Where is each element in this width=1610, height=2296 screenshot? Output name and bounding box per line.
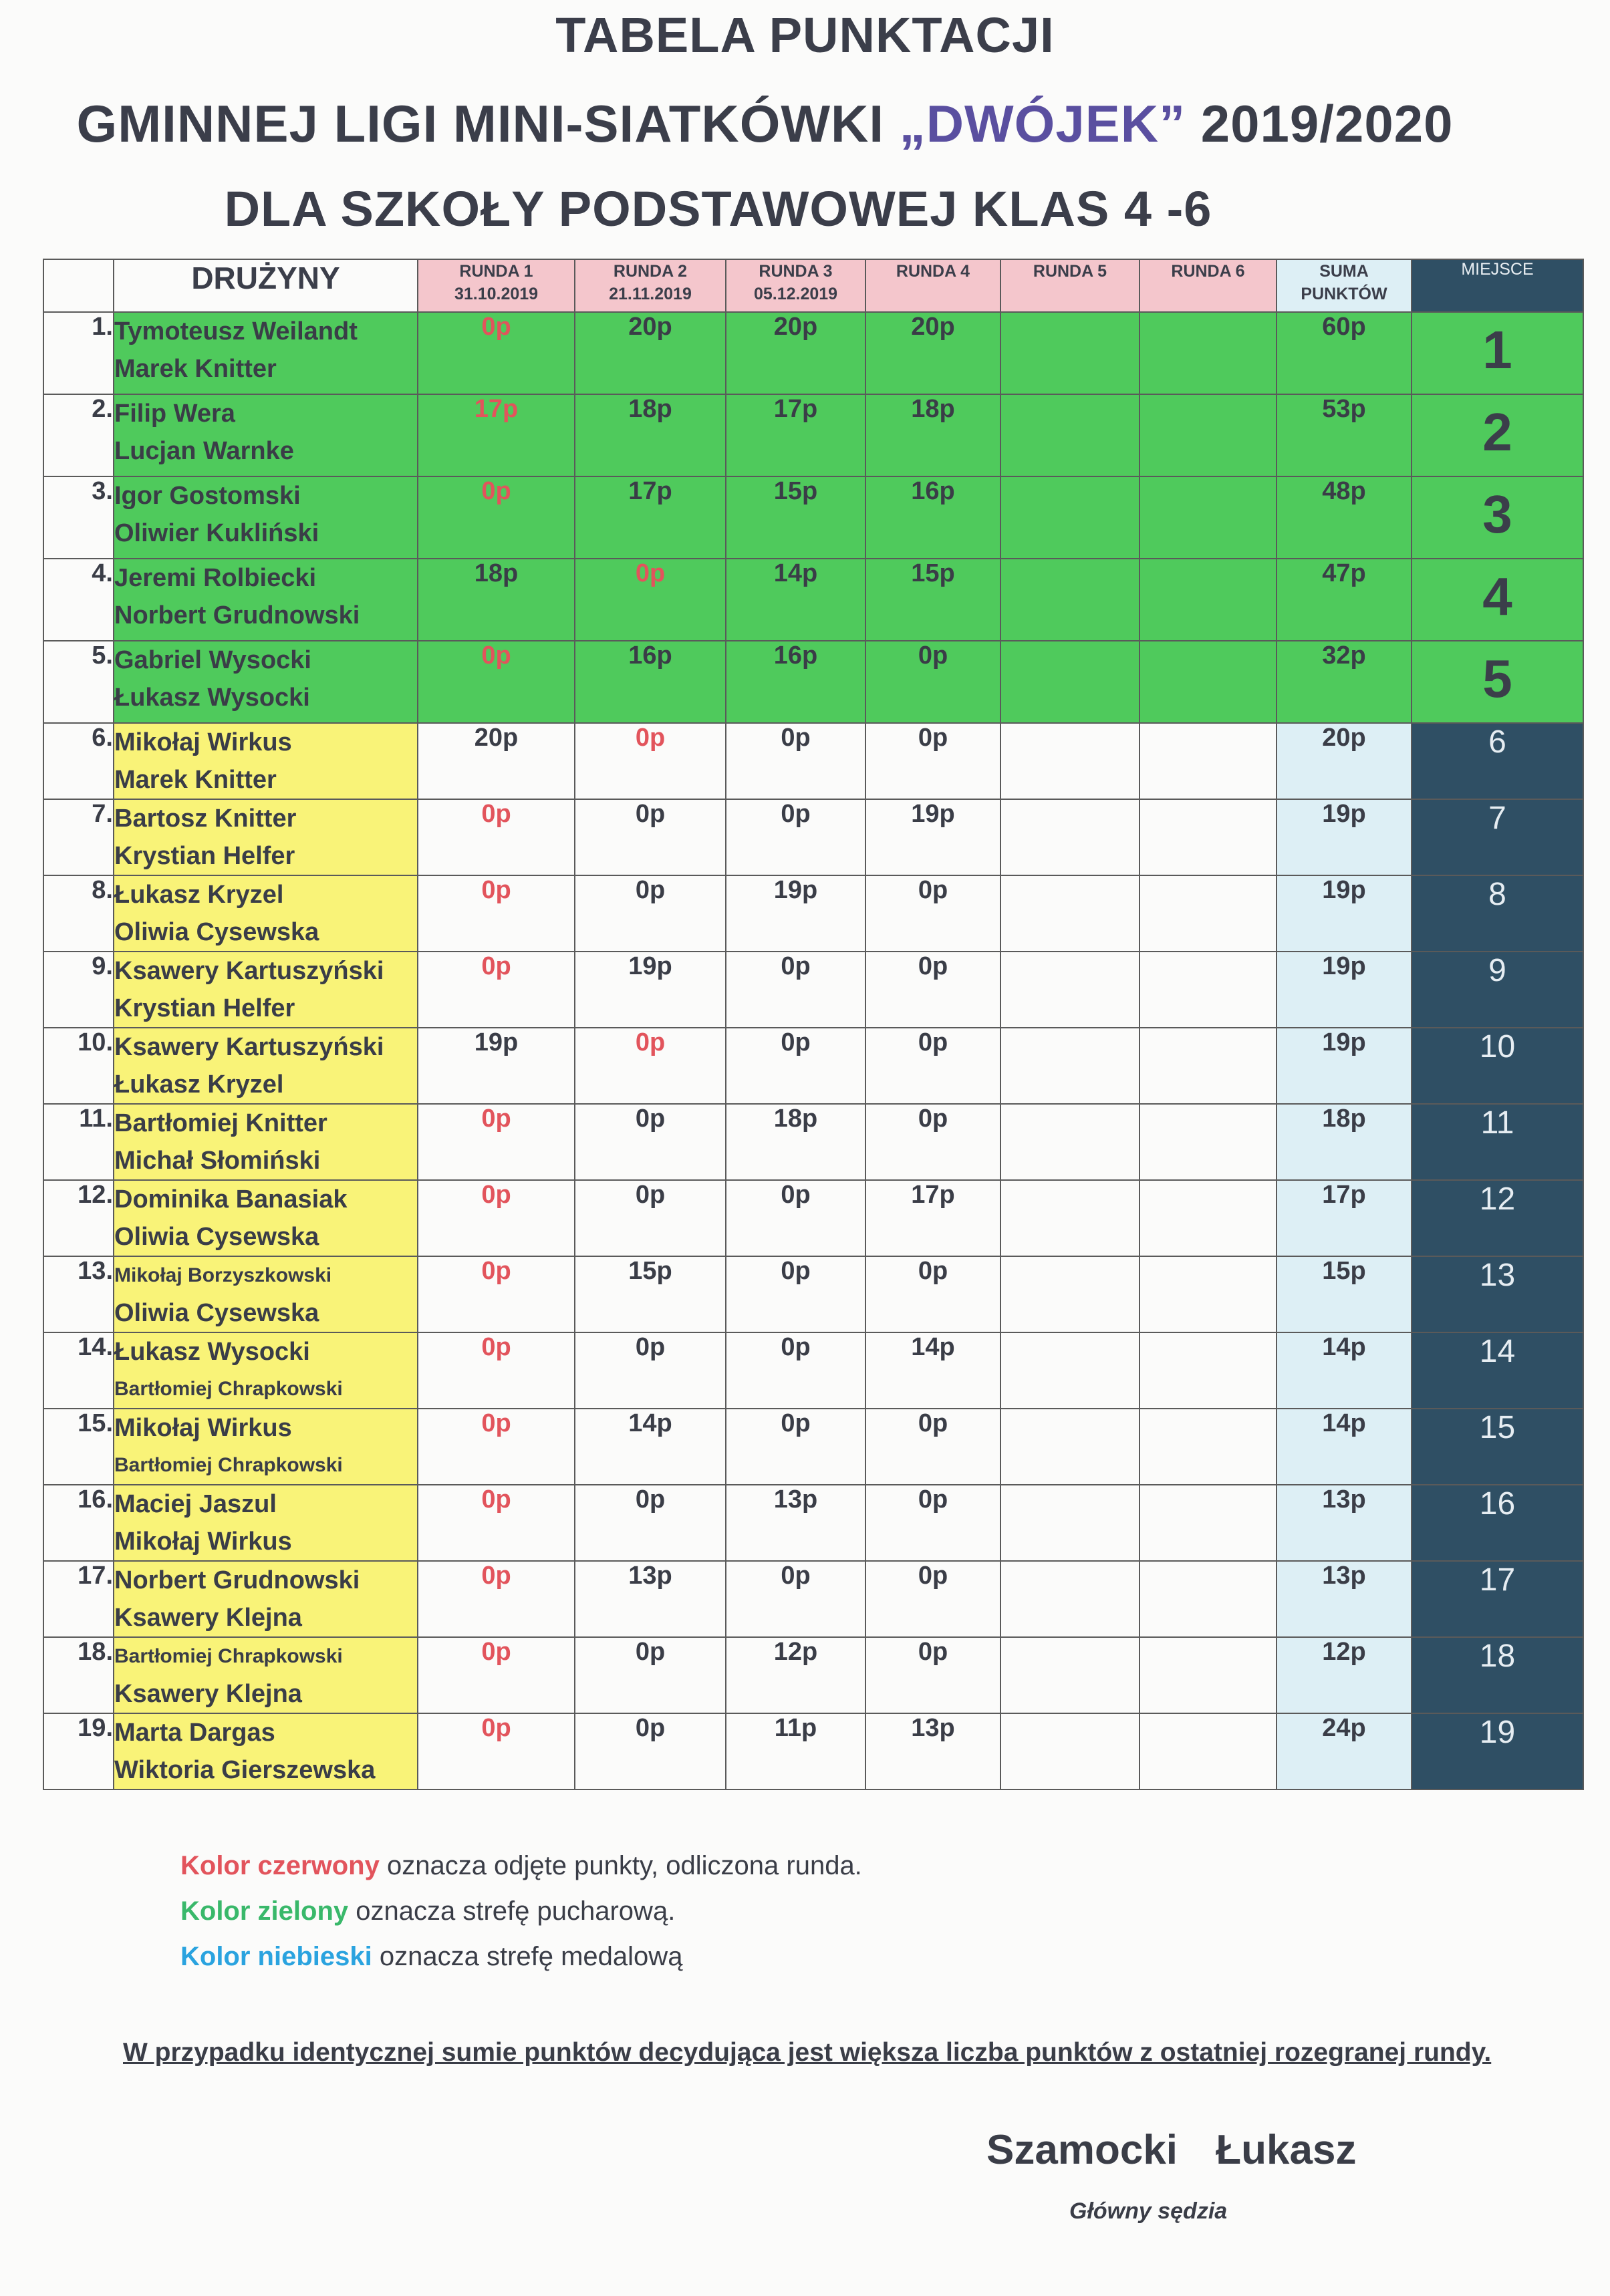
table-row bbox=[43, 1713, 1583, 1789]
place: 7 bbox=[1412, 799, 1583, 875]
place: 8 bbox=[1412, 875, 1583, 952]
round-2-score: 0p bbox=[575, 723, 726, 799]
round-3-score: 0p bbox=[726, 799, 865, 875]
team-cell bbox=[114, 641, 418, 723]
team-cell bbox=[114, 1485, 418, 1561]
round-1-score: 18p bbox=[418, 559, 575, 641]
round-5-score bbox=[1000, 875, 1139, 952]
team-cell bbox=[114, 559, 418, 641]
place: 9 bbox=[1412, 952, 1583, 1028]
round-6-score bbox=[1139, 1028, 1277, 1104]
round-3-score: 11p bbox=[726, 1713, 865, 1789]
place: 2 bbox=[1412, 394, 1583, 476]
round-2-score: 0p bbox=[575, 1713, 726, 1789]
round-3-score: 13p bbox=[726, 1485, 865, 1561]
round-1-score: 0p bbox=[418, 1485, 575, 1561]
round-5-score bbox=[1000, 1485, 1139, 1561]
round-4-score: 0p bbox=[865, 1256, 1000, 1332]
team-cell bbox=[114, 476, 418, 559]
legend-red-text: oznacza odjęte punkty, odliczona runda. bbox=[379, 1851, 862, 1880]
player-2: Oliwia Cysewska bbox=[114, 1299, 319, 1327]
player-2: Michał Słomiński bbox=[114, 1147, 321, 1175]
table-row bbox=[43, 1104, 1583, 1180]
player-2: Mikołaj Wirkus bbox=[114, 1528, 292, 1556]
round-4-score: 15p bbox=[865, 559, 1000, 641]
round-5-score bbox=[1000, 1332, 1139, 1409]
round-4-score: 20p bbox=[865, 312, 1000, 394]
header-round-date: 05.12.2019 bbox=[753, 285, 838, 303]
round-1-score: 19p bbox=[418, 1028, 575, 1104]
team-cell bbox=[114, 312, 418, 394]
round-5-score bbox=[1000, 1104, 1139, 1180]
table-row bbox=[43, 952, 1583, 1028]
round-3-score: 0p bbox=[726, 952, 865, 1028]
row-number: 12. bbox=[43, 1180, 114, 1256]
row-number: 14. bbox=[43, 1332, 114, 1409]
round-3-score: 0p bbox=[726, 1409, 865, 1485]
round-3-score: 0p bbox=[726, 1256, 865, 1332]
player-1: Dominika Banasiak bbox=[114, 1185, 348, 1213]
table-row bbox=[43, 1561, 1583, 1637]
table-row bbox=[43, 1637, 1583, 1713]
points-sum: 13p bbox=[1277, 1561, 1412, 1637]
table-row bbox=[43, 723, 1583, 799]
player-1: Bartosz Knitter bbox=[114, 805, 297, 833]
header-round-4 bbox=[865, 259, 1000, 312]
round-1-score: 0p bbox=[418, 952, 575, 1028]
round-2-score: 20p bbox=[575, 312, 726, 394]
row-number: 4. bbox=[43, 559, 114, 641]
points-sum: 19p bbox=[1277, 799, 1412, 875]
header-round-label: RUNDA 5 bbox=[1033, 262, 1107, 281]
round-1-score: 0p bbox=[418, 875, 575, 952]
player-2: Marek Knitter bbox=[114, 766, 277, 794]
row-number: 8. bbox=[43, 875, 114, 952]
place: 16 bbox=[1412, 1485, 1583, 1561]
round-1-score: 0p bbox=[418, 1104, 575, 1180]
round-3-score: 0p bbox=[726, 1332, 865, 1409]
player-1: Norbert Grudnowski bbox=[114, 1566, 360, 1594]
player-1: Ksawery Kartuszyński bbox=[114, 957, 384, 985]
header-round-label: RUNDA 6 bbox=[1171, 262, 1245, 281]
table-row bbox=[43, 559, 1583, 641]
table-row bbox=[43, 394, 1583, 476]
player-2: Krystian Helfer bbox=[114, 842, 295, 870]
player-1: Mikołaj Wirkus bbox=[114, 1414, 292, 1442]
round-6-score bbox=[1139, 476, 1277, 559]
team-cell bbox=[114, 1180, 418, 1256]
team-cell bbox=[114, 952, 418, 1028]
row-number: 2. bbox=[43, 394, 114, 476]
round-3-score: 0p bbox=[726, 1028, 865, 1104]
team-cell bbox=[114, 1561, 418, 1637]
round-6-score bbox=[1139, 1104, 1277, 1180]
player-1: Gabriel Wysocki bbox=[114, 646, 311, 674]
place: 6 bbox=[1412, 723, 1583, 799]
points-sum: 53p bbox=[1277, 394, 1412, 476]
round-2-score: 19p bbox=[575, 952, 726, 1028]
legend-green bbox=[180, 1896, 675, 1926]
legend-blue-text: oznacza strefę medalową bbox=[372, 1942, 683, 1971]
header-round-date: 21.11.2019 bbox=[609, 285, 692, 303]
player-2: Krystian Helfer bbox=[114, 994, 295, 1022]
round-5-score bbox=[1000, 1713, 1139, 1789]
legend-green-text: oznacza strefę pucharową. bbox=[348, 1896, 676, 1926]
player-2: Łukasz Wysocki bbox=[114, 684, 310, 712]
round-4-score: 0p bbox=[865, 1637, 1000, 1713]
round-3-score: 14p bbox=[726, 559, 865, 641]
round-1-score: 0p bbox=[418, 641, 575, 723]
place: 18 bbox=[1412, 1637, 1583, 1713]
row-number: 9. bbox=[43, 952, 114, 1028]
header-round-label: RUNDA 1 bbox=[459, 262, 533, 281]
round-2-score: 0p bbox=[575, 1028, 726, 1104]
round-6-score bbox=[1139, 799, 1277, 875]
round-4-score: 0p bbox=[865, 1409, 1000, 1485]
points-sum: 60p bbox=[1277, 312, 1412, 394]
points-sum: 24p bbox=[1277, 1713, 1412, 1789]
round-6-score bbox=[1139, 1180, 1277, 1256]
round-5-score bbox=[1000, 394, 1139, 476]
legend-blue bbox=[180, 1942, 682, 1972]
player-1: Łukasz Kryzel bbox=[114, 881, 284, 909]
round-1-score: 0p bbox=[418, 312, 575, 394]
score-table-body bbox=[43, 312, 1583, 1789]
header-round-2 bbox=[575, 259, 726, 312]
player-2: Marek Knitter bbox=[114, 355, 277, 383]
team-cell bbox=[114, 1637, 418, 1713]
round-6-score bbox=[1139, 723, 1277, 799]
round-5-score bbox=[1000, 559, 1139, 641]
legend-blue-key: Kolor niebieski bbox=[180, 1942, 372, 1971]
round-2-score: 18p bbox=[575, 394, 726, 476]
round-3-score: 20p bbox=[726, 312, 865, 394]
player-2: Łukasz Kryzel bbox=[114, 1070, 284, 1099]
round-3-score: 19p bbox=[726, 875, 865, 952]
table-row bbox=[43, 799, 1583, 875]
round-1-score: 0p bbox=[418, 1180, 575, 1256]
round-5-score bbox=[1000, 641, 1139, 723]
place: 11 bbox=[1412, 1104, 1583, 1180]
round-5-score bbox=[1000, 1409, 1139, 1485]
points-sum: 48p bbox=[1277, 476, 1412, 559]
round-2-score: 0p bbox=[575, 1637, 726, 1713]
points-sum: 17p bbox=[1277, 1180, 1412, 1256]
round-4-score: 0p bbox=[865, 952, 1000, 1028]
round-5-score bbox=[1000, 476, 1139, 559]
round-2-score: 0p bbox=[575, 1180, 726, 1256]
round-3-score: 16p bbox=[726, 641, 865, 723]
legend-red bbox=[180, 1851, 862, 1881]
team-cell bbox=[114, 1256, 418, 1332]
round-1-score: 0p bbox=[418, 1332, 575, 1409]
round-4-score: 14p bbox=[865, 1332, 1000, 1409]
player-2: Oliwia Cysewska bbox=[114, 1223, 319, 1251]
round-1-score: 20p bbox=[418, 723, 575, 799]
round-1-score: 0p bbox=[418, 1409, 575, 1485]
round-4-score: 0p bbox=[865, 875, 1000, 952]
tiebreak-note: W przypadku identycznej sumie punktów decydująca jest większa liczba punktów z ostatniej rozegranej rundy. bbox=[123, 2038, 1492, 2067]
round-4-score: 0p bbox=[865, 723, 1000, 799]
player-2: Bartłomiej Chrapkowski bbox=[114, 1454, 343, 1476]
player-2: Lucjan Warnke bbox=[114, 437, 294, 465]
title-line-2-start: GMINNEJ LIGI MINI-SIATKÓWKI bbox=[76, 94, 900, 153]
round-6-score bbox=[1139, 641, 1277, 723]
points-sum: 12p bbox=[1277, 1637, 1412, 1713]
points-sum: 14p bbox=[1277, 1409, 1412, 1485]
player-1: Igor Gostomski bbox=[114, 482, 301, 510]
round-4-score: 0p bbox=[865, 1104, 1000, 1180]
place: 19 bbox=[1412, 1713, 1583, 1789]
row-number: 5. bbox=[43, 641, 114, 723]
round-4-score: 0p bbox=[865, 1561, 1000, 1637]
table-row bbox=[43, 1332, 1583, 1409]
points-sum: 13p bbox=[1277, 1485, 1412, 1561]
round-2-score: 0p bbox=[575, 1485, 726, 1561]
place: 14 bbox=[1412, 1332, 1583, 1409]
referee-role: Główny sędzia bbox=[1069, 2198, 1228, 2224]
points-sum: 14p bbox=[1277, 1332, 1412, 1409]
round-6-score bbox=[1139, 559, 1277, 641]
table-row bbox=[43, 1409, 1583, 1485]
header-num bbox=[43, 259, 114, 312]
player-2: Ksawery Klejna bbox=[114, 1604, 302, 1632]
round-6-score bbox=[1139, 1409, 1277, 1485]
round-6-score bbox=[1139, 1256, 1277, 1332]
referee-name: Szamocki Łukasz bbox=[986, 2127, 1357, 2173]
round-5-score bbox=[1000, 1256, 1139, 1332]
title-line-2 bbox=[0, 94, 1570, 154]
round-1-score: 0p bbox=[418, 1561, 575, 1637]
place: 1 bbox=[1412, 312, 1583, 394]
player-2: Wiktoria Gierszewska bbox=[114, 1756, 376, 1784]
team-cell bbox=[114, 799, 418, 875]
round-5-score bbox=[1000, 799, 1139, 875]
round-6-score bbox=[1139, 1637, 1277, 1713]
row-number: 16. bbox=[43, 1485, 114, 1561]
legend-green-key: Kolor zielony bbox=[180, 1896, 349, 1926]
header-round-label: RUNDA 4 bbox=[896, 262, 970, 281]
player-1: Łukasz Wysocki bbox=[114, 1338, 310, 1366]
header-round-5 bbox=[1000, 259, 1139, 312]
round-6-score bbox=[1139, 394, 1277, 476]
title-line-1: TABELA PUNKTACJI bbox=[555, 7, 1055, 63]
round-6-score bbox=[1139, 1713, 1277, 1789]
header-row bbox=[43, 259, 1583, 312]
round-4-score: 0p bbox=[865, 641, 1000, 723]
round-5-score bbox=[1000, 1180, 1139, 1256]
player-1: Mikołaj Wirkus bbox=[114, 728, 292, 756]
score-table bbox=[43, 259, 1584, 1790]
round-6-score bbox=[1139, 952, 1277, 1028]
league-name: „DWÓJEK” bbox=[899, 94, 1186, 153]
header-round-label: RUNDA 2 bbox=[613, 262, 688, 281]
player-1: Jeremi Rolbiecki bbox=[114, 564, 317, 592]
round-2-score: 0p bbox=[575, 559, 726, 641]
row-number: 10. bbox=[43, 1028, 114, 1104]
round-4-score: 13p bbox=[865, 1713, 1000, 1789]
round-6-score bbox=[1139, 1332, 1277, 1409]
round-2-score: 16p bbox=[575, 641, 726, 723]
points-sum: 47p bbox=[1277, 559, 1412, 641]
round-1-score: 0p bbox=[418, 476, 575, 559]
round-5-score bbox=[1000, 312, 1139, 394]
round-2-score: 13p bbox=[575, 1561, 726, 1637]
place: 10 bbox=[1412, 1028, 1583, 1104]
player-1: Marta Dargas bbox=[114, 1719, 275, 1747]
row-number: 3. bbox=[43, 476, 114, 559]
points-sum: 32p bbox=[1277, 641, 1412, 723]
round-5-score bbox=[1000, 952, 1139, 1028]
team-cell bbox=[114, 1028, 418, 1104]
round-1-score: 17p bbox=[418, 394, 575, 476]
points-sum: 20p bbox=[1277, 723, 1412, 799]
place: 17 bbox=[1412, 1561, 1583, 1637]
round-2-score: 14p bbox=[575, 1409, 726, 1485]
row-number: 13. bbox=[43, 1256, 114, 1332]
title-line-3: DLA SZKOŁY PODSTAWOWEJ KLAS 4 -6 bbox=[224, 181, 1212, 237]
round-3-score: 15p bbox=[726, 476, 865, 559]
round-3-score: 18p bbox=[726, 1104, 865, 1180]
place: 4 bbox=[1412, 559, 1583, 641]
table-row bbox=[43, 641, 1583, 723]
table-row bbox=[43, 1180, 1583, 1256]
player-1: Bartłomiej Chrapkowski bbox=[114, 1645, 343, 1667]
player-1: Mikołaj Borzyszkowski bbox=[114, 1264, 332, 1286]
player-2: Norbert Grudnowski bbox=[114, 601, 360, 629]
round-2-score: 0p bbox=[575, 799, 726, 875]
place: 15 bbox=[1412, 1409, 1583, 1485]
row-number: 17. bbox=[43, 1561, 114, 1637]
round-6-score bbox=[1139, 1561, 1277, 1637]
team-cell bbox=[114, 1332, 418, 1409]
title-line-2-end: 2019/2020 bbox=[1186, 94, 1454, 153]
header-sum: SUMA PUNKTÓW bbox=[1277, 259, 1412, 312]
row-number: 19. bbox=[43, 1713, 114, 1789]
round-4-score: 19p bbox=[865, 799, 1000, 875]
round-3-score: 12p bbox=[726, 1637, 865, 1713]
player-2: Oliwier Kukliński bbox=[114, 519, 319, 547]
player-1: Maciej Jaszul bbox=[114, 1490, 277, 1518]
team-cell bbox=[114, 723, 418, 799]
player-1: Bartłomiej Knitter bbox=[114, 1109, 327, 1137]
table-row bbox=[43, 1256, 1583, 1332]
header-round-3 bbox=[726, 259, 865, 312]
round-1-score: 0p bbox=[418, 1637, 575, 1713]
round-6-score bbox=[1139, 1485, 1277, 1561]
header-teams: DRUŻYNY bbox=[114, 259, 418, 312]
round-6-score bbox=[1139, 875, 1277, 952]
points-sum: 19p bbox=[1277, 1028, 1412, 1104]
header-round-date: 31.10.2019 bbox=[454, 285, 539, 303]
round-2-score: 0p bbox=[575, 1104, 726, 1180]
table-row bbox=[43, 476, 1583, 559]
points-sum: 18p bbox=[1277, 1104, 1412, 1180]
round-2-score: 0p bbox=[575, 1332, 726, 1409]
legend-red-key: Kolor czerwony bbox=[180, 1851, 380, 1880]
team-cell bbox=[114, 1713, 418, 1789]
round-5-score bbox=[1000, 723, 1139, 799]
round-2-score: 0p bbox=[575, 875, 726, 952]
round-3-score: 0p bbox=[726, 723, 865, 799]
round-4-score: 16p bbox=[865, 476, 1000, 559]
place: 12 bbox=[1412, 1180, 1583, 1256]
row-number: 1. bbox=[43, 312, 114, 394]
round-3-score: 0p bbox=[726, 1561, 865, 1637]
team-cell bbox=[114, 875, 418, 952]
header-place: MIEJSCE bbox=[1412, 259, 1583, 312]
player-1: Filip Wera bbox=[114, 400, 235, 428]
place: 13 bbox=[1412, 1256, 1583, 1332]
team-cell bbox=[114, 1104, 418, 1180]
row-number: 11. bbox=[43, 1104, 114, 1180]
round-5-score bbox=[1000, 1028, 1139, 1104]
round-1-score: 0p bbox=[418, 799, 575, 875]
round-1-score: 0p bbox=[418, 1256, 575, 1332]
round-3-score: 0p bbox=[726, 1180, 865, 1256]
round-4-score: 0p bbox=[865, 1028, 1000, 1104]
row-number: 7. bbox=[43, 799, 114, 875]
header-round-label: RUNDA 3 bbox=[759, 262, 833, 281]
round-5-score bbox=[1000, 1561, 1139, 1637]
points-sum: 19p bbox=[1277, 875, 1412, 952]
table-row bbox=[43, 1028, 1583, 1104]
round-2-score: 17p bbox=[575, 476, 726, 559]
team-cell bbox=[114, 394, 418, 476]
header-round-6 bbox=[1139, 259, 1277, 312]
player-2: Ksawery Klejna bbox=[114, 1680, 302, 1708]
header-round-1 bbox=[418, 259, 575, 312]
table-row bbox=[43, 875, 1583, 952]
round-4-score: 18p bbox=[865, 394, 1000, 476]
place: 3 bbox=[1412, 476, 1583, 559]
round-4-score: 0p bbox=[865, 1485, 1000, 1561]
row-number: 15. bbox=[43, 1409, 114, 1485]
round-2-score: 15p bbox=[575, 1256, 726, 1332]
round-6-score bbox=[1139, 312, 1277, 394]
points-sum: 19p bbox=[1277, 952, 1412, 1028]
team-cell bbox=[114, 1409, 418, 1485]
round-1-score: 0p bbox=[418, 1713, 575, 1789]
player-1: Tymoteusz Weilandt bbox=[114, 317, 358, 345]
place: 5 bbox=[1412, 641, 1583, 723]
round-5-score bbox=[1000, 1637, 1139, 1713]
table-row bbox=[43, 1485, 1583, 1561]
table-row bbox=[43, 312, 1583, 394]
row-number: 6. bbox=[43, 723, 114, 799]
player-1: Ksawery Kartuszyński bbox=[114, 1033, 384, 1061]
points-sum: 15p bbox=[1277, 1256, 1412, 1332]
row-number: 18. bbox=[43, 1637, 114, 1713]
round-4-score: 17p bbox=[865, 1180, 1000, 1256]
player-2: Bartłomiej Chrapkowski bbox=[114, 1378, 343, 1400]
player-2: Oliwia Cysewska bbox=[114, 918, 319, 946]
round-3-score: 17p bbox=[726, 394, 865, 476]
